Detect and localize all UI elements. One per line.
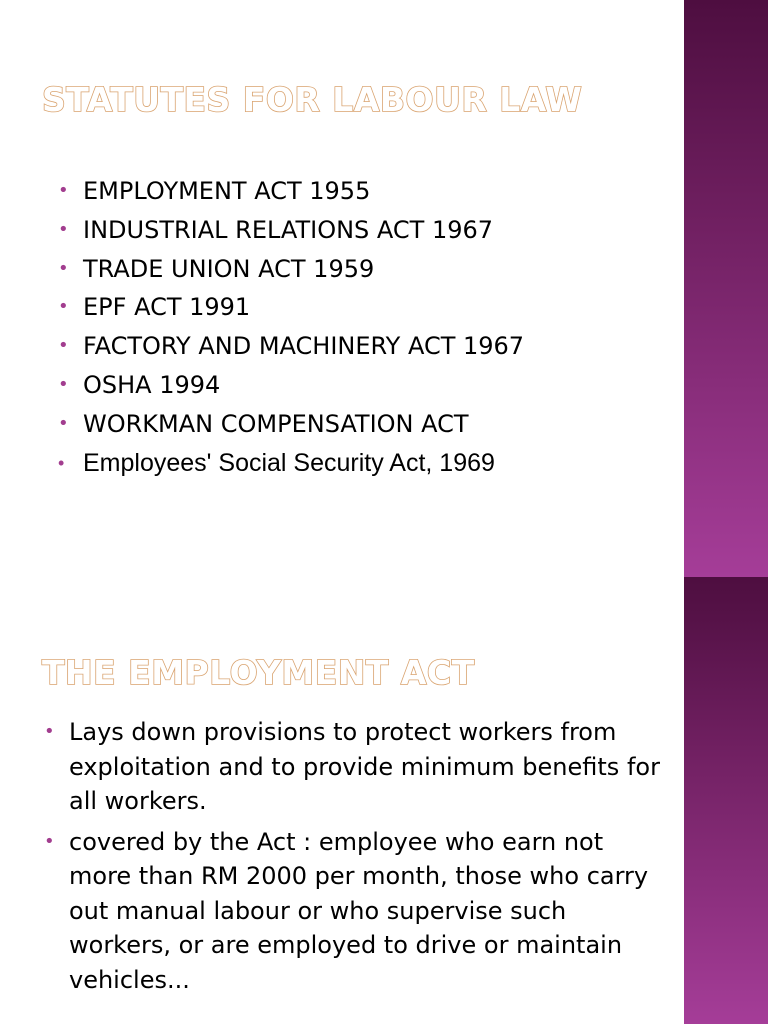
slide-title: THE EMPLOYMENT ACT: [42, 653, 475, 692]
list-item-text: OSHA 1994: [83, 370, 221, 399]
list-item-text: Employees' Social Security Act, 1969: [83, 448, 495, 477]
slide-employment-act: [0, 577, 768, 1024]
list-item-text: FACTORY AND MACHINERY ACT 1967: [83, 332, 525, 361]
list-item: [58, 327, 678, 366]
bullet-icon: •: [58, 257, 69, 279]
bullet-icon: •: [58, 373, 69, 395]
bullet-icon: •: [58, 218, 69, 240]
list-item-text: EPF ACT 1991: [83, 293, 251, 322]
list-item: [44, 825, 664, 998]
list-item: [58, 250, 678, 289]
list-item-text: INDUSTRIAL RELATIONS ACT 1967: [83, 215, 494, 244]
list-item: [58, 405, 678, 444]
list-item: [58, 288, 678, 327]
bullet-icon: •: [58, 296, 69, 318]
list-item-text: Lays down provisions to protect workers from exploitation and to provide minimum benefits for all workers.: [69, 718, 660, 815]
list-item-text: TRADE UNION ACT 1959: [83, 254, 375, 283]
bullet-icon: •: [58, 335, 69, 357]
list-item: [58, 172, 678, 211]
bullet-icon: •: [58, 412, 69, 434]
slide-title: STATUTES FOR LABOUR LAW: [42, 80, 583, 119]
bullet-icon: •: [44, 721, 55, 742]
bullet-icon: •: [58, 180, 69, 201]
list-item: [58, 211, 678, 250]
list-item: [58, 444, 678, 483]
list-item-text: WORKMAN COMPENSATION ACT: [83, 409, 469, 438]
statutes-list: [58, 172, 678, 482]
bullet-icon: •: [44, 830, 55, 852]
list-item: [58, 366, 678, 405]
list-item-text: EMPLOYMENT ACT 1955: [83, 177, 371, 205]
accent-sidebar: [684, 0, 768, 577]
bullet-icon: •: [58, 452, 65, 473]
list-item-text: covered by the Act : employee who earn not more than RM 2000 per month, those who carry out manual labour or who supervise such workers, or are employed to drive or maintain vehicles...: [69, 827, 649, 994]
employment-act-points: [44, 715, 664, 1003]
list-item: [44, 715, 664, 819]
accent-sidebar: [684, 577, 768, 1024]
